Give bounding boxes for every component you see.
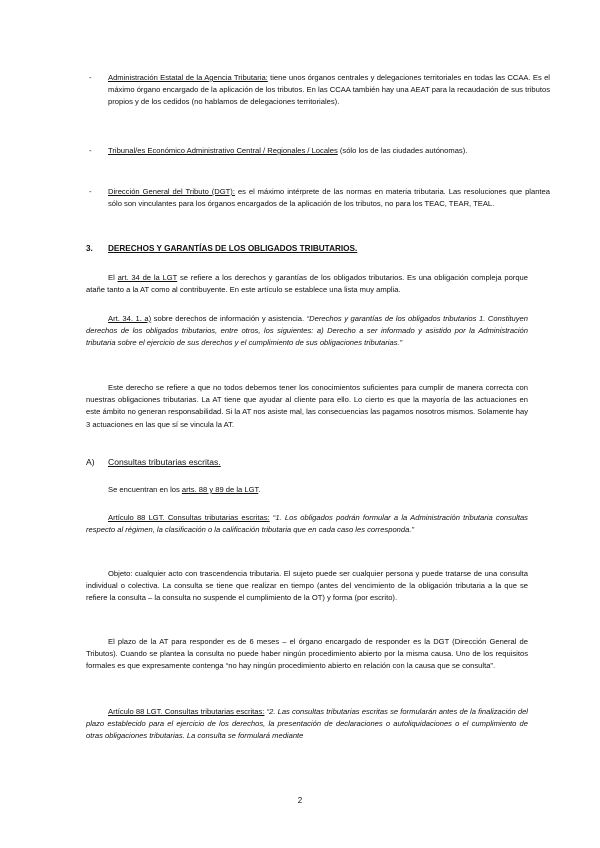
text-run: .	[258, 485, 261, 494]
paragraph-arts-88-89	[86, 484, 528, 496]
paragraph-objeto	[86, 568, 528, 605]
text-run: se refiere a los derechos y garantías de los obligados tributarios. Es una obligación compleja porque atañe tanto a la AT como al contribuyente. En este artículo se establece una lista muy amplia.	[86, 273, 528, 295]
paragraph-art34-1a	[86, 313, 528, 350]
bullet-title: Dirección General del Tributo (DGT):	[108, 187, 235, 196]
section-a-heading	[86, 457, 221, 467]
law-quote: “2. Las consultas tributarias escritas se formularán antes de la finalización del plazo establecido para el ejercicio de los derechos, la presentación de declaraciones o autoliquidaciones o el cumplimiento de otras obligaciones tributarias. La consulta se formulará mediante	[86, 707, 528, 741]
section-title: DERECHOS Y GARANTÍAS DE LOS OBLIGADOS TRIBUTARIOS.	[108, 244, 358, 253]
bullet-dash: -	[89, 146, 92, 155]
paragraph-art88-2	[86, 706, 528, 743]
bullet-aeat	[86, 72, 550, 109]
law-reference-link[interactable]: arts. 88 y 89 de la LGT	[181, 485, 259, 494]
law-quote: “1. Los obligados podrán formular a la Administración tributaria consultas respecto al régimen, la clasificación o la calificación tributaria que en cada caso les corresponda.”	[86, 513, 528, 535]
text-run: Este derecho se refiere a que no todos debemos tener los conocimientos suficientes para cumplir de manera correcta con nuestras obligaciones tributarias. La AT tiene que ayudar al cliente para ello. Lo cierto es que la mayoría de las actuaciones en este ámbito no generan responsabilidad. Si la AT nos asiste mal, las consecuencias las pagamos nosotros mismos. Solamente hay 3 actuaciones en las que sí se vincula la AT.	[86, 383, 528, 429]
section-title: Consultas tributarias escritas.	[108, 457, 221, 467]
text-run: Se encuentran en los	[108, 485, 182, 494]
bullet-tribunales	[86, 145, 550, 157]
bullet-title: Tribunal/es Económico Administrativo Central / Regionales / Locales	[108, 146, 338, 155]
law-reference-link[interactable]: Artículo 88 LGT. Consultas tributarias escritas:	[108, 513, 270, 522]
paragraph-art88-1	[86, 512, 528, 536]
text-run: sobre derechos de información y asistencia.	[151, 314, 307, 323]
bullet-title: Administración Estatal de la Agencia Tributaria:	[108, 73, 268, 82]
section-letter: A)	[86, 457, 95, 467]
bullet-text: es el máximo intérprete de las normas en materia tributaria. Las resoluciones que plantea sólo son vinculantes para los órganos encargados de la aplicación de los tributos, no para los TEAC, TEAR, TEAL.	[108, 187, 550, 209]
bullet-text: tiene unos órganos centrales y delegaciones territoriales en todas las CCAA. Es el máximo órgano encargado de la aplicación de los tributos. En las CCAA también hay una AEAT para la recaudación de sus tributos propios y de los cedidos (no hablamos de delegaciones territoriales).	[108, 73, 550, 107]
law-reference-link[interactable]: Art. 34. 1. a)	[108, 314, 152, 323]
text-run: Objeto: cualquier acto con trascendencia tributaria. El sujeto puede ser cualquier persona y puede tratarse de una consulta individual o colectiva. La consulta se tiene que realizar en tiempo (antes del vencimiento de la obligación tributaria a la que se refiere la consulta – la consulta no suspende el cumplimiento de la OT) y forma (por escrito).	[86, 569, 528, 603]
paragraph-art34	[86, 272, 528, 296]
bullet-dash: -	[89, 187, 92, 196]
bullet-text: (sólo los de las ciudades autónomas).	[337, 146, 468, 155]
paragraph-derecho	[86, 382, 528, 431]
text-run: El plazo de la AT para responder es de 6 meses – el órgano encargado de responder es la DGT (Dirección General de Tributos). Cuando se plantea la consulta no puede haber ningún procedimiento abierto por la misma causa. Uno de los requisitos formales es que expresamente contenga “no hay ningún procedimiento abierto en relación con la causa que se consulta”.	[86, 637, 528, 671]
law-reference-link[interactable]: Artículo 88 LGT. Consultas tributarias escritas:	[108, 707, 265, 716]
section-3-heading	[86, 244, 357, 253]
law-quote: “Derechos y garantías de los obligados tributarios 1. Constituyen derechos de los obligados tributarios, entre otros, los siguientes: a) Derecho a ser informado y asistido por la Administración tributaria sobre el ejercicio de sus derechos y el cumplimiento de sus obligaciones tributarias.”	[86, 314, 528, 348]
bullet-dash: -	[89, 73, 92, 82]
law-reference-link[interactable]: art. 34 de la LGT	[117, 273, 178, 282]
paragraph-plazo	[86, 636, 528, 673]
section-number: 3.	[86, 244, 93, 253]
text-run: El	[108, 273, 118, 282]
bullet-dgt	[86, 186, 550, 210]
page-number: 2	[297, 796, 303, 805]
